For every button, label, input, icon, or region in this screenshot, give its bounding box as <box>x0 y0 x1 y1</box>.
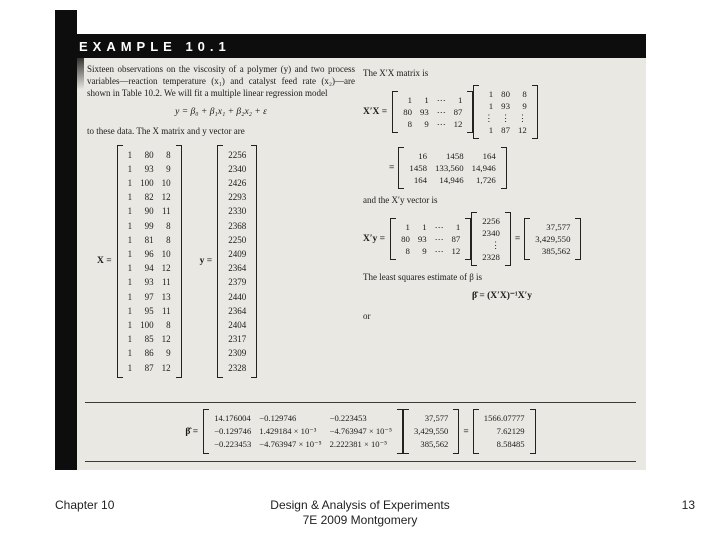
matrix-cell: ⋮ <box>484 113 494 123</box>
x-matrix-y-vector-block <box>97 145 355 378</box>
beta-hat-result-body <box>480 412 529 451</box>
x-transpose-body <box>399 94 466 130</box>
matrix-row <box>410 425 452 438</box>
x-matrix-compact <box>473 85 537 139</box>
matrix-cell: 9 <box>166 348 171 359</box>
matrix-cell: 1 <box>127 220 133 231</box>
matrix-cell: 3,429,550 <box>535 234 571 244</box>
matrix-row <box>224 346 250 360</box>
y-vector <box>217 145 257 378</box>
matrix-row <box>124 162 175 176</box>
matrix-cell: 2256 <box>482 216 500 226</box>
matrix-row <box>224 304 250 318</box>
matrix-cell: 1 <box>455 222 461 232</box>
matrix-cell: −0.223453 <box>329 413 367 423</box>
matrix-cell: 93 <box>501 101 510 111</box>
matrix-row <box>480 112 530 124</box>
matrix-row <box>124 290 175 304</box>
example-title: EXAMPLE 10.1 <box>79 38 231 54</box>
xtx-result-equation <box>385 147 641 189</box>
matrix-cell: 9 <box>424 119 429 129</box>
matrix-cell: 14,946 <box>439 175 464 185</box>
matrix-cell: 1 <box>127 249 133 260</box>
least-squares-heading: The least squares estimate of β is <box>363 272 483 282</box>
matrix-cell: 8 <box>407 119 412 129</box>
matrix-cell: 385,562 <box>541 246 571 256</box>
matrix-cell: 81 <box>144 234 154 245</box>
matrix-cell: 2.222381 × 10⁻⁵ <box>329 439 388 449</box>
matrix-cell: 10 <box>161 249 171 260</box>
matrix-cell: 80 <box>144 149 154 160</box>
xty-vector-final-body <box>410 412 452 451</box>
matrix-row <box>478 239 504 251</box>
matrix-cell: 2404 <box>228 320 247 331</box>
matrix-row <box>224 275 250 289</box>
matrix-cell: 8.58485 <box>496 439 525 449</box>
left-column <box>87 64 355 378</box>
matrix-cell: 97 <box>144 291 154 302</box>
matrix-row <box>405 162 499 174</box>
equals-sign: = <box>514 234 521 244</box>
matrix-cell: 1.429184 × 10⁻³ <box>259 426 317 436</box>
xtx-inverse-matrix <box>203 409 403 454</box>
beta-hat-solution-equation <box>85 409 636 454</box>
matrix-cell: 1458 <box>409 163 428 173</box>
footer-chapter: Chapter 10 <box>55 498 115 512</box>
matrix-cell: 11 <box>161 305 171 316</box>
matrix-cell: 10 <box>161 178 171 189</box>
matrix-cell: −0.223453 <box>214 439 252 449</box>
beta-hat-result-vector <box>473 409 536 454</box>
matrix-row <box>478 251 504 263</box>
xty-heading: and the X′y vector is <box>363 195 438 205</box>
matrix-cell: 14,946 <box>471 163 496 173</box>
matrix-cell: 37,577 <box>546 222 571 232</box>
matrix-row <box>224 162 250 176</box>
matrix-row <box>124 247 175 261</box>
matrix-row <box>124 148 175 162</box>
matrix-row <box>480 425 529 438</box>
xtx-inverse-body <box>210 412 396 451</box>
matrix-cell: 2328 <box>228 362 247 373</box>
equals-sign: = <box>389 163 395 173</box>
matrix-cell: 1 <box>127 192 133 203</box>
matrix-row <box>224 176 250 190</box>
matrix-cell: 100 <box>140 320 154 331</box>
x-transpose-matrix-2 <box>390 218 471 260</box>
matrix-cell: ⋯ <box>434 234 444 244</box>
matrix-row <box>124 219 175 233</box>
matrix-cell: 1 <box>457 95 463 105</box>
x-matrix-label: X = <box>97 256 112 267</box>
xty-result-vector <box>524 218 581 260</box>
xty-equation <box>363 212 641 266</box>
xtx-heading: The X′X matrix is <box>363 68 429 78</box>
model-equation: y = β₀ + β₁x₁ + β₂x₂ + ε <box>175 106 267 117</box>
matrix-row <box>397 245 464 257</box>
or-line: or <box>363 311 371 321</box>
matrix-cell: 2440 <box>228 291 247 302</box>
matrix-cell: 1 <box>127 178 133 189</box>
matrix-row <box>224 247 250 261</box>
matrix-cell: 9 <box>166 163 171 174</box>
matrix-row <box>405 150 499 162</box>
matrix-cell: 1 <box>127 291 133 302</box>
matrix-cell: 1 <box>127 362 133 373</box>
footer-edition: 7E 2009 Montgomery <box>302 513 418 527</box>
xtx-result-matrix <box>398 147 506 189</box>
xtx-product-equation <box>363 85 641 139</box>
matrix-row <box>399 118 466 130</box>
matrix-row <box>124 176 175 190</box>
y-vector-compact-body <box>478 215 504 263</box>
matrix-cell: 1 <box>127 163 133 174</box>
matrix-cell: 11 <box>161 277 171 288</box>
matrix-cell: 2293 <box>228 192 247 203</box>
matrix-cell: 87 <box>144 362 154 373</box>
matrix-cell: 2340 <box>482 228 500 238</box>
matrix-cell: ⋯ <box>434 246 444 256</box>
matrix-cell: 93 <box>419 107 429 117</box>
matrix-cell: 12 <box>161 362 171 373</box>
matrix-cell: 80 <box>403 107 412 117</box>
matrix-cell: 12 <box>161 334 171 345</box>
y-vector-label: y = <box>199 256 213 267</box>
matrix-cell: 93 <box>144 277 154 288</box>
matrix-cell: 7.62129 <box>496 426 525 436</box>
scan-artifact <box>77 58 84 100</box>
matrix-cell: 1 <box>127 348 133 359</box>
matrix-cell: 1566.07777 <box>483 413 525 423</box>
matrix-cell: ⋯ <box>434 222 444 232</box>
matrix-cell: 1 <box>127 149 133 160</box>
matrix-cell: 1 <box>127 206 133 217</box>
matrix-row <box>124 304 175 318</box>
matrix-row <box>224 290 250 304</box>
matrix-cell: 2364 <box>228 263 247 274</box>
matrix-row <box>224 332 250 346</box>
footer-page-number: 13 <box>681 498 695 512</box>
matrix-cell: 14.176004 <box>214 413 251 423</box>
beta-hat-formula: β̂ = (X′X)⁻¹X′y <box>471 291 533 301</box>
footer-book-title: Design & Analysis of Experiments <box>270 498 450 512</box>
matrix-cell: ⋮ <box>501 113 510 123</box>
matrix-cell: 1 <box>488 125 494 135</box>
matrix-row <box>480 412 529 425</box>
matrix-row <box>224 219 250 233</box>
matrix-row <box>410 438 452 451</box>
matrix-row <box>405 174 499 186</box>
matrix-cell: 9 <box>422 246 427 256</box>
matrix-row <box>478 227 504 239</box>
matrix-row <box>210 412 396 425</box>
matrix-cell: 164 <box>413 175 428 185</box>
y-vector-compact <box>471 212 511 266</box>
matrix-cell: −0.129746 <box>214 426 252 436</box>
matrix-cell: 2317 <box>228 334 247 345</box>
matrix-cell: 12 <box>517 125 527 135</box>
matrix-row <box>210 425 396 438</box>
matrix-cell: ⋮ <box>517 113 527 123</box>
matrix-cell: 164 <box>482 151 496 161</box>
matrix-cell: 90 <box>144 206 154 217</box>
left-accent-bar <box>55 10 77 470</box>
beta-hat-label: β̂ = <box>185 426 199 437</box>
data-intro-line: to these data. The X matrix and y vector are <box>87 125 245 136</box>
xty-result-body <box>531 221 574 257</box>
matrix-cell: 2340 <box>228 163 247 174</box>
matrix-cell: 2379 <box>228 277 247 288</box>
matrix-cell: 1 <box>127 320 133 331</box>
matrix-row <box>224 318 250 332</box>
matrix-cell: 82 <box>144 192 154 203</box>
matrix-cell: 87 <box>501 125 510 135</box>
matrix-cell: 8 <box>166 149 171 160</box>
matrix-row <box>124 190 175 204</box>
matrix-cell: 133,560 <box>435 163 464 173</box>
matrix-cell: 1 <box>127 234 133 245</box>
matrix-cell: 80 <box>501 89 510 99</box>
matrix-cell: 1,726 <box>476 175 496 185</box>
matrix-row <box>124 346 175 360</box>
matrix-cell: 9 <box>522 101 527 111</box>
matrix-row <box>124 275 175 289</box>
matrix-row <box>480 124 530 136</box>
matrix-cell: −0.129746 <box>259 413 297 423</box>
textbook-scan <box>77 58 646 470</box>
matrix-row <box>478 215 504 227</box>
matrix-row <box>124 204 175 218</box>
matrix-cell: 12 <box>453 119 463 129</box>
matrix-cell: 1 <box>127 263 133 274</box>
matrix-cell: 1 <box>127 305 133 316</box>
matrix-row <box>124 261 175 275</box>
matrix-cell: 8 <box>405 246 410 256</box>
matrix-cell: 2256 <box>228 149 247 160</box>
matrix-cell: ⋯ <box>436 107 446 117</box>
matrix-row <box>531 233 574 245</box>
matrix-cell: 93 <box>417 234 427 244</box>
xtx-result-body <box>405 150 499 186</box>
example-header-bar <box>55 34 646 58</box>
matrix-cell: 1 <box>424 95 429 105</box>
x-matrix-compact-body <box>480 88 530 136</box>
matrix-cell: 99 <box>144 220 154 231</box>
matrix-cell: 1 <box>405 222 410 232</box>
x-transpose-matrix <box>392 91 473 133</box>
footer-center <box>0 498 720 528</box>
x-matrix <box>117 145 182 378</box>
matrix-cell: 95 <box>144 305 154 316</box>
matrix-cell: 87 <box>453 107 463 117</box>
matrix-row <box>399 106 466 118</box>
matrix-row <box>224 233 250 247</box>
matrix-cell: 8 <box>522 89 527 99</box>
matrix-cell: 12 <box>161 192 171 203</box>
matrix-cell: 100 <box>140 178 154 189</box>
y-vector-body <box>224 148 250 375</box>
matrix-cell: −4.763947 × 10⁻⁵ <box>259 439 322 449</box>
matrix-cell: 1 <box>127 277 133 288</box>
right-column <box>363 64 641 328</box>
matrix-cell: 2364 <box>228 305 247 316</box>
matrix-cell: 1 <box>488 89 494 99</box>
matrix-row <box>397 221 464 233</box>
matrix-row <box>397 233 464 245</box>
matrix-cell: 85 <box>144 334 154 345</box>
matrix-cell: 3,429,550 <box>413 426 449 436</box>
intro-paragraph: Sixteen observations on the viscosity of a polymer (y) and two process variables—reaction temperature (x₁) and catalyst feed rate (x₂)—are shown in Table 10.2. We will fit a multiple linear regression model <box>87 64 355 98</box>
matrix-row <box>124 332 175 346</box>
matrix-row <box>224 261 250 275</box>
matrix-row <box>124 361 175 375</box>
matrix-cell: 1 <box>127 334 133 345</box>
matrix-cell: 12 <box>451 246 461 256</box>
matrix-cell: 2368 <box>228 220 247 231</box>
matrix-cell: 8 <box>166 234 171 245</box>
matrix-row <box>531 221 574 233</box>
equals-sign: = <box>463 426 469 437</box>
x-transpose-body-2 <box>397 221 464 257</box>
matrix-row <box>410 412 452 425</box>
matrix-row <box>224 361 250 375</box>
matrix-cell: 94 <box>144 263 154 274</box>
matrix-row <box>124 318 175 332</box>
matrix-cell: 87 <box>451 234 461 244</box>
matrix-cell: 385,562 <box>420 439 449 449</box>
matrix-row <box>224 204 250 218</box>
matrix-cell: 2330 <box>228 206 247 217</box>
x-matrix-body <box>124 148 175 375</box>
matrix-cell: 2409 <box>228 249 247 260</box>
matrix-row <box>210 438 396 451</box>
matrix-row <box>224 190 250 204</box>
matrix-cell: 1 <box>488 101 494 111</box>
matrix-cell: 93 <box>144 163 154 174</box>
matrix-cell: 1 <box>422 222 427 232</box>
matrix-cell: −4.763947 × 10⁻⁵ <box>329 426 392 436</box>
matrix-row <box>399 94 466 106</box>
matrix-cell: ⋮ <box>491 240 500 250</box>
horizontal-rule-bottom <box>85 461 636 462</box>
matrix-cell: 8 <box>166 220 171 231</box>
horizontal-rule-top <box>85 402 636 403</box>
matrix-cell: 12 <box>161 263 171 274</box>
matrix-cell: 8 <box>166 320 171 331</box>
matrix-cell: 86 <box>144 348 154 359</box>
matrix-cell: 37,577 <box>424 413 449 423</box>
matrix-cell: 1458 <box>446 151 464 161</box>
xty-vector-final <box>403 409 459 454</box>
matrix-cell: 1 <box>407 95 412 105</box>
matrix-cell: ⋯ <box>436 119 446 129</box>
matrix-cell: 2328 <box>482 252 500 262</box>
matrix-row <box>531 245 574 257</box>
matrix-cell: 2426 <box>228 178 247 189</box>
matrix-cell: ⋯ <box>436 95 446 105</box>
matrix-cell: 96 <box>144 249 154 260</box>
matrix-row <box>124 233 175 247</box>
matrix-cell: 2309 <box>228 348 247 359</box>
matrix-row <box>224 148 250 162</box>
matrix-cell: 11 <box>161 206 171 217</box>
matrix-cell: 80 <box>401 234 410 244</box>
matrix-row <box>480 88 530 100</box>
matrix-row <box>480 100 530 112</box>
matrix-cell: 2250 <box>228 234 247 245</box>
xtx-lhs-label: X′X = <box>363 107 388 117</box>
matrix-row <box>480 438 529 451</box>
xty-lhs-label: X′y = <box>363 234 386 244</box>
matrix-cell: 16 <box>418 151 428 161</box>
matrix-cell: 13 <box>161 291 171 302</box>
